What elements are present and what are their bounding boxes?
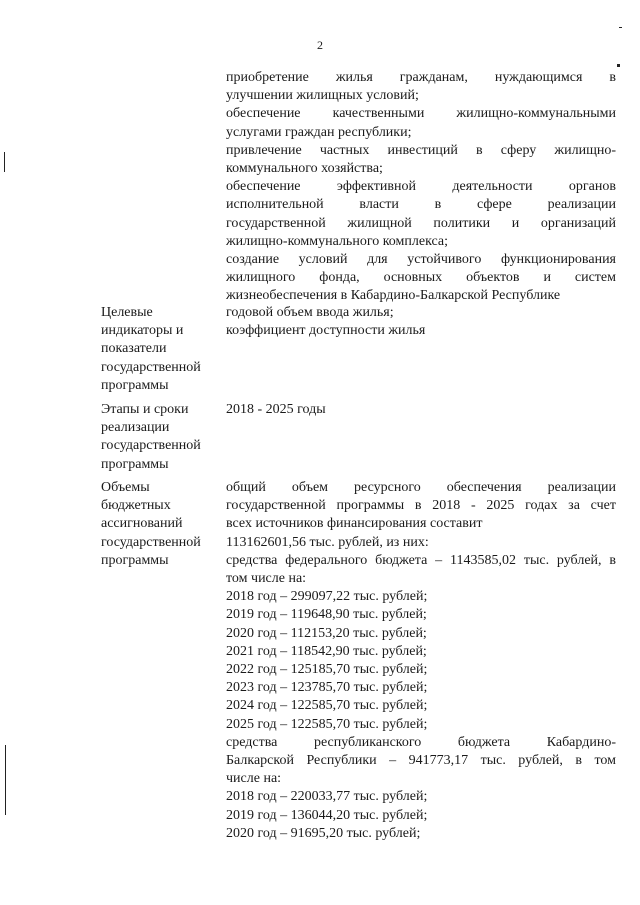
indicators-label: Целевые индикаторы и показатели государственной программы: [101, 305, 201, 393]
text-line: Балкарской Республики – 941773,17 тыс. рублей, в том: [226, 753, 616, 769]
text-line: 2019 год – 136044,20 тыс. рублей;: [226, 807, 428, 823]
text-line: 2025 год – 122585,70 тыс. рублей;: [226, 716, 428, 732]
text-line: обеспечение качественными жилищно-коммунальными: [226, 106, 616, 122]
text-line: приобретение жилья гражданам, нуждающимся в: [226, 70, 616, 85]
text-line: 2018 - 2025 годы: [226, 402, 326, 417]
text-line: 2018 год – 299097,22 тыс. рублей;: [226, 589, 428, 605]
text-line: 2019 год – 119648,90 тыс. рублей;: [226, 607, 427, 623]
text-line: коэффициент доступности жилья: [226, 323, 426, 339]
text-line: государственной программы в 2018 - 2025 годах за счет: [226, 498, 616, 514]
text-line: коммунального хозяйства;: [226, 161, 383, 177]
scan-mark-left-1: [4, 152, 5, 172]
text-line: обеспечение эффективной деятельности органов: [226, 179, 616, 195]
text-line: улучшении жилищных условий;: [226, 88, 419, 104]
text-line: услугами граждан республики;: [226, 124, 412, 140]
text-line: жизнеобеспечения в Кабардино-Балкарской Республике: [226, 288, 561, 304]
page-number: 2: [317, 38, 323, 52]
text-line: общий объем ресурсного обеспечения реализации: [226, 480, 616, 495]
text-line: 2020 год – 112153,20 тыс. рублей;: [226, 625, 427, 641]
text-line: 2018 год – 220033,77 тыс. рублей;: [226, 789, 428, 805]
funding-text: [226, 479, 616, 843]
stages-text: [226, 401, 616, 419]
text-line: исполнительной власти в сфере реализации: [226, 197, 616, 213]
funding-label: Объемы бюджетных ассигнований государственной программы: [101, 480, 201, 568]
text-line: жилищно-коммунального комплекса;: [226, 233, 449, 249]
goals-continuation-text: [226, 69, 616, 306]
text-line: привлечение частных инвестиций в сферу жилищно-: [226, 142, 616, 158]
text-line: жилищного фонда, основных объектов и систем: [226, 270, 616, 286]
text-line: 2020 год – 91695,20 тыс. рублей;: [226, 825, 421, 841]
text-line: 2023 год – 123785,70 тыс. рублей;: [226, 680, 428, 696]
text-line: том числе на:: [226, 571, 307, 587]
text-line: средства федерального бюджета – 1143585,02 тыс. рублей, в: [226, 552, 616, 568]
stages-label: Этапы и сроки реализации государственной программы: [101, 402, 201, 472]
text-line: 2021 год – 118542,90 тыс. рублей;: [226, 643, 427, 659]
text-line: числе на:: [226, 771, 282, 787]
scan-mark-left-2: [5, 745, 6, 815]
text-line: 2022 год – 125185,70 тыс. рублей;: [226, 662, 428, 678]
text-line: годовой объем ввода жилья;: [226, 305, 394, 320]
text-line: создание условий для устойчивого функционирования: [226, 252, 616, 268]
indicators-text: [226, 304, 616, 340]
scan-mark-right-2: [617, 64, 620, 67]
text-line: 2024 год – 122585,70 тыс. рублей;: [226, 698, 428, 714]
text-line: всех источников финансирования составит: [226, 516, 483, 532]
text-line: средства республиканского бюджета Кабардино-: [226, 734, 616, 750]
scan-mark-right-1: [619, 27, 622, 28]
text-line: государственной жилищной политики и организаций: [226, 215, 616, 231]
text-line: 113162601,56 тыс. рублей, из них:: [226, 534, 429, 550]
